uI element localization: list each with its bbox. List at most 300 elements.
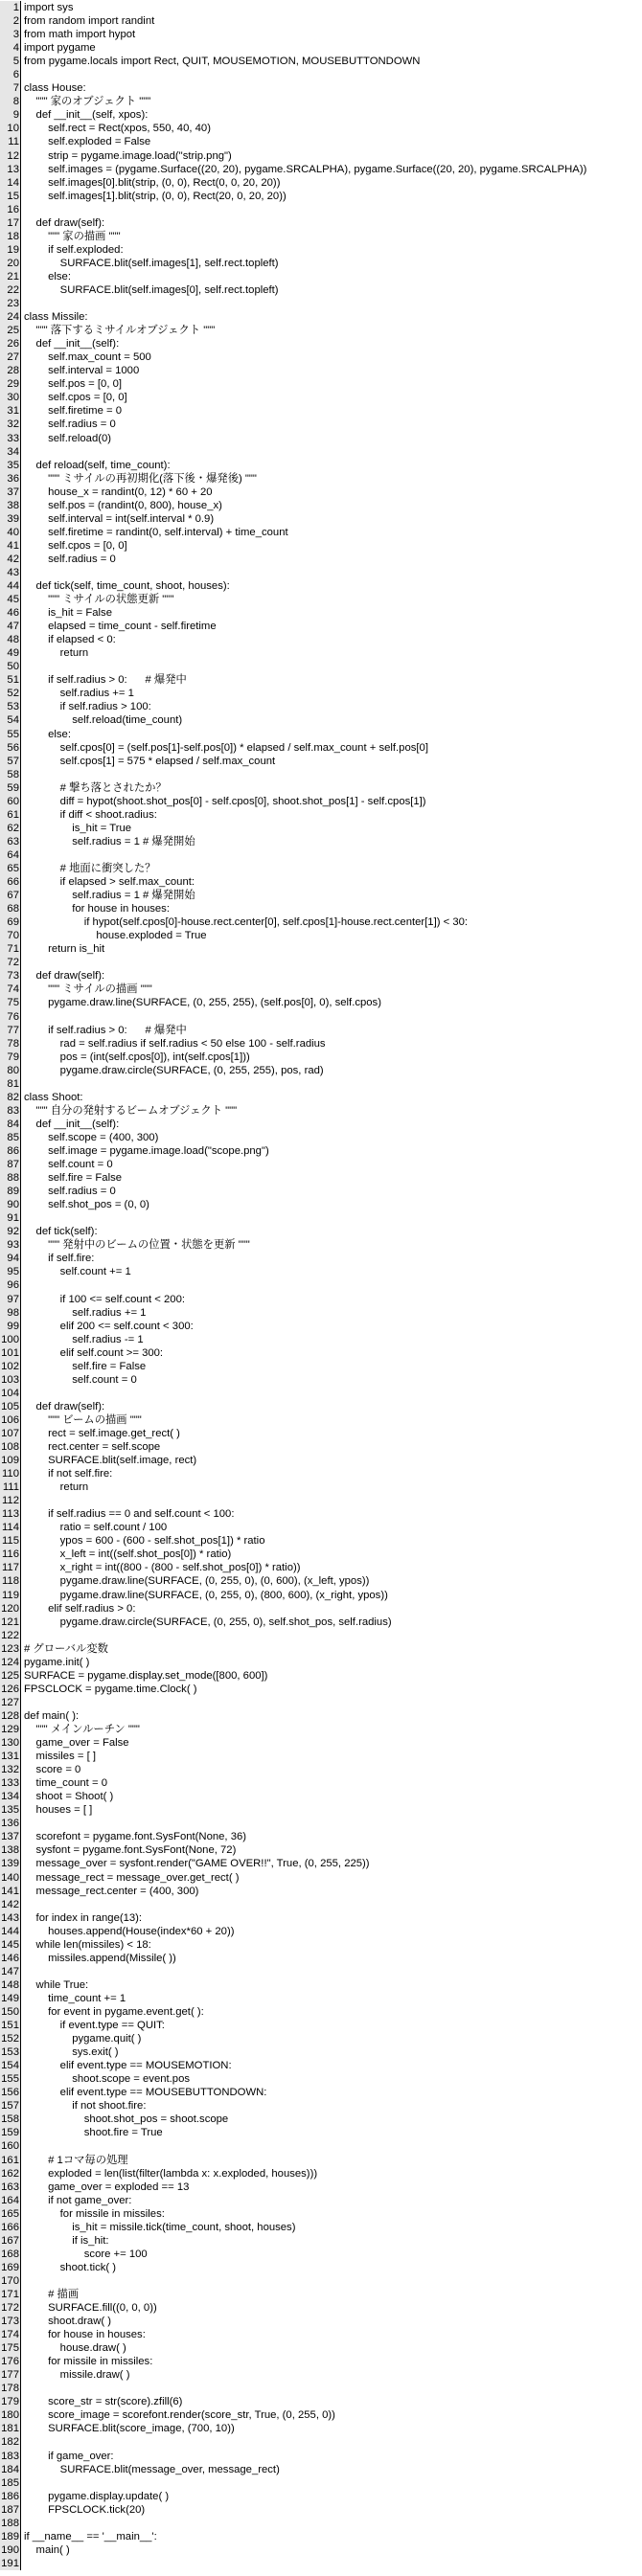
code-text: SURFACE.blit(score_image, (700, 10)) [24, 2423, 235, 2435]
line-number: 99 [0, 1320, 21, 1333]
code-line [0, 2395, 642, 2408]
line-number: 48 [0, 633, 21, 646]
line-number: 174 [1, 2329, 19, 2341]
line-number: 143 [1, 1911, 19, 1924]
line-number: 112 [1, 1495, 19, 1507]
code-line [0, 2126, 642, 2139]
code-text [21, 1965, 642, 1978]
code-text: def draw(self): [24, 216, 105, 229]
code-line [0, 1507, 642, 1521]
line-number: 165 [1, 2207, 19, 2220]
line-number: 15 [0, 190, 21, 203]
code-line [0, 230, 642, 243]
code-line [0, 1293, 642, 1306]
line-number: 8 [0, 95, 21, 108]
code-text [21, 1077, 642, 1091]
line-number: 123 [1, 1642, 19, 1655]
line-number: 172 [1, 2302, 19, 2315]
code-line [0, 81, 642, 95]
line-number: 16 [0, 203, 21, 216]
code-text: # 描画 [24, 2288, 80, 2300]
code-text: if event.type == QUIT: [24, 2020, 165, 2032]
code-line [0, 472, 642, 486]
line-number: 22 [0, 283, 21, 297]
line-number: 188 [1, 2517, 19, 2529]
code-line [0, 2099, 642, 2113]
code-text: from random import randint [24, 15, 155, 28]
line-number: 63 [0, 835, 21, 848]
line-number: 94 [0, 1252, 21, 1265]
code-text: # 1コマ毎の処理 [24, 2154, 128, 2166]
code-line [0, 1561, 642, 1574]
code-text [21, 1898, 642, 1911]
code-line [0, 579, 642, 593]
code-text: import pygame [24, 42, 96, 55]
line-number: 184 [1, 2463, 19, 2475]
line-number: 38 [0, 499, 21, 512]
line-number: 61 [0, 808, 21, 822]
code-text: game_over = False [24, 1737, 129, 1750]
line-number: 72 [0, 956, 21, 969]
code-line [0, 512, 642, 526]
line-number: 91 [0, 1211, 21, 1225]
line-number: 84 [0, 1118, 21, 1131]
code-text: elif event.type == MOUSEBUTTONDOWN: [24, 2087, 267, 2099]
code-text: def tick(self): [24, 1226, 98, 1238]
code-text: score = 0 [24, 1764, 81, 1776]
code-text: self.count = 0 [24, 1159, 113, 1171]
line-number: 53 [0, 700, 21, 713]
code-text: FPSCLOCK.tick(20) [24, 2503, 146, 2516]
code-text: elapsed = time_count - self.firetime [24, 621, 217, 633]
line-number: 73 [0, 969, 21, 983]
line-number: 170 [1, 2274, 19, 2287]
code-text: pygame.draw.circle(SURFACE, (0, 255, 0), self.shot_pos, self.radius) [24, 1616, 392, 1628]
code-text: """ 自分の発射するビームオブジェクト """ [24, 1104, 238, 1117]
code-line [0, 163, 642, 176]
code-text: self.pos = [0, 0] [24, 378, 123, 391]
code-line [0, 14, 642, 28]
code-text: class Missile: [24, 311, 88, 324]
code-text: def __init__(self, xpos): [24, 109, 149, 122]
code-text: """ 落下するミサイルオブジェクト """ [24, 325, 216, 337]
code-text: self.fire = False [24, 1360, 147, 1372]
code-text: for house in houses: [24, 2329, 146, 2341]
code-line [0, 902, 642, 915]
line-number: 136 [1, 1818, 19, 1830]
code-text: # グローバル変数 [24, 1642, 108, 1655]
line-number: 83 [0, 1104, 21, 1118]
line-number: 157 [1, 2100, 19, 2113]
line-number: 81 [0, 1077, 21, 1091]
line-number: 141 [1, 1885, 19, 1897]
line-number: 189 [1, 2530, 19, 2542]
code-line [0, 310, 642, 324]
code-text: def tick(self, time_count, shoot, houses): [24, 580, 230, 593]
code-line [0, 2274, 642, 2288]
code-text: if hypot(self.cpos[0]-house.rect.center[0], self.cpos[1]-house.rect.center[1]) < 30: [24, 916, 469, 929]
line-number: 145 [1, 1938, 19, 1951]
line-number: 41 [0, 539, 21, 553]
code-text [21, 68, 642, 81]
line-number: 29 [0, 377, 21, 391]
code-line [0, 418, 642, 431]
code-line [0, 835, 642, 848]
code-line [0, 741, 642, 755]
line-number: 77 [0, 1024, 21, 1037]
line-number: 102 [1, 1360, 19, 1372]
code-line [0, 1669, 642, 1683]
code-line [0, 915, 642, 929]
line-number: 68 [0, 902, 21, 915]
line-number: 146 [1, 1952, 19, 1964]
code-text: if elapsed < 0: [24, 634, 116, 646]
line-number: 93 [0, 1238, 21, 1252]
code-line [0, 1387, 642, 1400]
code-line [0, 2086, 642, 2099]
line-number: 119 [1, 1589, 19, 1601]
code-line [0, 983, 642, 996]
code-text: else: [24, 270, 71, 282]
code-line [0, 768, 642, 781]
line-number: 43 [0, 566, 21, 579]
line-number: 92 [0, 1225, 21, 1238]
code-text [21, 1278, 642, 1292]
code-text: self.count = 0 [24, 1373, 137, 1386]
line-number: 105 [1, 1400, 19, 1412]
line-number: 176 [1, 2356, 19, 2368]
code-line [0, 2032, 642, 2045]
code-text: def __init__(self): [24, 1118, 120, 1130]
code-text: shoot.draw( ) [24, 2316, 112, 2328]
code-line [0, 2301, 642, 2315]
code-line [0, 1709, 642, 1723]
line-number: 32 [0, 418, 21, 431]
line-number: 4 [0, 41, 21, 55]
line-number: 129 [1, 1724, 19, 1735]
code-text: is_hit = missile.tick(time_count, shoot, houses) [24, 2221, 296, 2233]
line-number: 190 [1, 2543, 19, 2556]
code-line [0, 687, 642, 700]
code-text: self.count += 1 [24, 1266, 131, 1278]
line-number: 115 [1, 1535, 19, 1548]
code-line [0, 2207, 642, 2221]
line-number: 26 [0, 337, 21, 350]
code-line [0, 364, 642, 377]
line-number: 140 [1, 1871, 19, 1884]
code-line [0, 1696, 642, 1709]
line-number: 130 [1, 1737, 19, 1750]
line-number: 19 [0, 243, 21, 257]
code-line [0, 728, 642, 741]
line-number: 96 [0, 1278, 21, 1292]
code-text: SURFACE.blit(self.images[0], self.rect.topleft) [24, 283, 279, 296]
code-text: elif event.type == MOUSEMOTION: [24, 2060, 232, 2072]
line-number: 85 [0, 1131, 21, 1144]
line-number: 104 [1, 1387, 19, 1399]
code-line [0, 1440, 642, 1454]
code-line [0, 2517, 642, 2530]
code-line [0, 2194, 642, 2207]
code-text [21, 2382, 642, 2395]
code-line [0, 486, 642, 499]
code-text: SURFACE.blit(self.image, rect) [24, 1455, 197, 1467]
code-line [0, 1602, 642, 1616]
code-text: self.images[0].blit(strip, (0, 0), Rect(0, 0, 20, 20)) [24, 176, 281, 189]
code-text: pygame.draw.line(SURFACE, (0, 255, 0), (800, 600), (x_right, ypos)) [24, 1589, 388, 1601]
code-text: sys.exit( ) [24, 2046, 119, 2059]
code-text: while len(missiles) < 18: [24, 1938, 151, 1951]
code-line [0, 755, 642, 768]
code-text: self.radius = 1 # 爆発開始 [24, 835, 195, 847]
code-text: for index in range(13): [24, 1911, 143, 1924]
code-line [0, 55, 642, 68]
code-text: """ メインルーチン """ [24, 1724, 140, 1735]
code-text [21, 1696, 642, 1709]
line-number: 159 [1, 2127, 19, 2139]
line-number: 163 [1, 2181, 19, 2193]
code-line [0, 283, 642, 297]
code-text: pygame.draw.line(SURFACE, (0, 255, 0), (0, 600), (x_left, ypos)) [24, 1575, 370, 1588]
line-number: 106 [1, 1413, 19, 1426]
code-line [0, 2408, 642, 2422]
code-text: if __name__ == '__main__': [24, 2530, 157, 2542]
line-number: 103 [1, 1373, 19, 1386]
line-number: 23 [0, 297, 21, 310]
code-text: elif self.count >= 300: [24, 1346, 164, 1359]
code-line [0, 2005, 642, 2019]
code-line [0, 1683, 642, 1696]
line-number: 45 [0, 593, 21, 606]
code-text [21, 2476, 642, 2490]
code-text: SURFACE = pygame.display.set_mode([800, 600]) [24, 1669, 268, 1682]
code-line [0, 660, 642, 673]
code-line [0, 1616, 642, 1629]
line-number: 13 [0, 163, 21, 176]
code-text: if self.radius > 100: [24, 701, 151, 713]
line-number: 155 [1, 2073, 19, 2086]
line-number: 35 [0, 459, 21, 472]
line-number: 120 [1, 1602, 19, 1615]
line-number: 1 [0, 1, 21, 14]
line-number: 79 [0, 1051, 21, 1064]
line-number: 17 [0, 216, 21, 230]
code-text: house.exploded = True [24, 930, 207, 942]
code-text: self.exploded = False [24, 136, 151, 148]
line-number: 117 [1, 1562, 19, 1574]
line-number: 128 [1, 1709, 19, 1722]
line-number: 90 [0, 1198, 21, 1211]
code-line [0, 1454, 642, 1467]
code-line [0, 1965, 642, 1978]
code-line [0, 1091, 642, 1104]
code-line [0, 28, 642, 41]
code-text: for missile in missiles: [24, 2207, 165, 2220]
code-line [0, 620, 642, 633]
code-text: scorefont = pygame.font.SysFont(None, 36) [24, 1831, 247, 1843]
code-line [0, 203, 642, 216]
code-text: missiles.append(Missile( )) [24, 1952, 176, 1964]
code-line [0, 149, 642, 163]
code-line [0, 1118, 642, 1131]
code-text: pygame.init( ) [24, 1656, 90, 1668]
code-line [0, 1, 642, 14]
code-line [0, 1427, 642, 1440]
code-text: ypos = 600 - (600 - self.shot_pos[1]) * ratio [24, 1535, 265, 1548]
code-text: self.images = (pygame.Surface((20, 20), pygame.SRCALPHA), pygame.Surface((20, 20), pygame.SRCALPHA)) [24, 163, 587, 175]
code-line [0, 432, 642, 445]
code-text: FPSCLOCK = pygame.time.Clock( ) [24, 1683, 197, 1695]
code-line [0, 1131, 642, 1144]
code-line [0, 2341, 642, 2355]
code-text: self.cpos[1] = 575 * elapsed / self.max_count [24, 755, 276, 767]
line-number: 187 [1, 2503, 19, 2516]
code-line [0, 2328, 642, 2341]
code-text: rad = self.radius if self.radius < 50 else 100 - self.radius [24, 1037, 326, 1050]
code-line [0, 1843, 642, 1857]
line-number: 2 [0, 14, 21, 28]
line-number: 109 [1, 1455, 19, 1467]
code-line [0, 1333, 642, 1346]
code-text: diff = hypot(shoot.shot_pos[0] - self.cpos[0], shoot.shot_pos[1] - self.cpos[1]) [24, 795, 426, 807]
code-line [0, 2154, 642, 2167]
code-line [0, 1373, 642, 1387]
code-line [0, 1830, 642, 1843]
line-number: 42 [0, 553, 21, 566]
line-number: 168 [1, 2248, 19, 2260]
line-number: 164 [1, 2194, 19, 2206]
code-text [21, 2435, 642, 2449]
line-number: 167 [1, 2234, 19, 2247]
code-line [0, 1871, 642, 1885]
line-number: 39 [0, 512, 21, 526]
code-text: class Shoot: [24, 1091, 83, 1103]
code-line [0, 2476, 642, 2490]
code-line [0, 1992, 642, 2005]
code-line [0, 122, 642, 135]
code-text: elif self.radius > 0: [24, 1602, 136, 1615]
code-text: """ ミサイルの描画 """ [24, 983, 152, 996]
code-line [0, 1925, 642, 1938]
code-line [0, 1211, 642, 1225]
code-text: elif 200 <= self.count < 300: [24, 1320, 194, 1332]
code-line [0, 1803, 642, 1817]
code-text: class House: [24, 82, 86, 95]
code-text: ratio = self.count / 100 [24, 1522, 168, 1534]
code-text: import sys [24, 2, 74, 13]
line-number: 47 [0, 620, 21, 633]
line-number: 166 [1, 2221, 19, 2233]
code-line [0, 1750, 642, 1763]
code-text [21, 566, 642, 579]
code-text: if game_over: [24, 2450, 114, 2462]
code-text: if self.radius > 0: # 爆発中 [24, 674, 187, 687]
code-text: main( ) [24, 2543, 70, 2556]
code-line [0, 942, 642, 956]
code-text: houses.append(House(index*60 + 20)) [24, 1925, 235, 1937]
code-text: pos = (int(self.cpos[0]), int(self.cpos[1])) [24, 1051, 250, 1063]
code-text [21, 1629, 642, 1642]
code-line [0, 350, 642, 364]
code-line [0, 459, 642, 472]
code-line [0, 1776, 642, 1790]
code-text: self.reload(time_count) [24, 714, 183, 727]
code-line [0, 2072, 642, 2086]
code-line [0, 68, 642, 81]
line-number: 107 [1, 1427, 19, 1439]
line-number: 138 [1, 1844, 19, 1857]
code-text: if 100 <= self.count < 200: [24, 1293, 185, 1305]
code-line [0, 1064, 642, 1077]
code-line [0, 95, 642, 108]
code-text: self.firetime = randint(0, self.interval) + time_count [24, 526, 288, 538]
code-line [0, 526, 642, 539]
code-text: SURFACE.fill((0, 0, 0)) [24, 2302, 157, 2315]
line-number: 9 [0, 108, 21, 122]
code-text: """ ビームの描画 """ [24, 1413, 142, 1426]
code-text: from math import hypot [24, 29, 136, 41]
code-text: x_right = int((800 - (800 - self.shot_pos[0]) * ratio)) [24, 1562, 301, 1574]
line-number: 58 [0, 768, 21, 781]
code-line [0, 1158, 642, 1171]
line-number: 36 [0, 472, 21, 486]
code-text: # 撃ち落とされたか？ [24, 781, 167, 794]
code-line [0, 1104, 642, 1118]
code-text: self.fire = False [24, 1172, 123, 1185]
code-line [0, 1467, 642, 1480]
code-text [21, 1211, 642, 1225]
code-text: pygame.quit( ) [24, 2033, 142, 2045]
code-line [0, 1629, 642, 1642]
code-text [21, 2517, 642, 2530]
code-line [0, 606, 642, 620]
code-line [0, 257, 642, 270]
code-text: def main( ): [24, 1709, 80, 1722]
line-number: 67 [0, 889, 21, 902]
code-text: """ ミサイルの再初期化(落下後・爆発後) """ [24, 472, 257, 485]
line-number: 46 [0, 606, 21, 620]
code-line [0, 499, 642, 512]
code-text [21, 956, 642, 969]
code-text: self.radius = 0 [24, 418, 116, 431]
line-number: 111 [0, 1480, 21, 1494]
code-line [0, 956, 642, 969]
line-number: 60 [0, 795, 21, 808]
code-text: """ 家の描画 """ [24, 230, 121, 242]
code-line [0, 135, 642, 148]
line-number: 62 [0, 822, 21, 835]
code-line [0, 1265, 642, 1278]
code-line [0, 646, 642, 660]
code-text: pygame.draw.circle(SURFACE, (0, 255, 255), pos, rad) [24, 1064, 324, 1076]
code-line [0, 1198, 642, 1211]
code-line [0, 1225, 642, 1238]
code-text: self.radius += 1 [24, 688, 134, 700]
code-line [0, 929, 642, 942]
line-number: 51 [0, 673, 21, 687]
code-line [0, 2181, 642, 2194]
code-line [0, 41, 642, 55]
code-line [0, 2288, 642, 2301]
code-line [0, 2045, 642, 2059]
code-text: shoot.fire = True [24, 2127, 163, 2139]
line-number: 183 [1, 2450, 19, 2462]
code-line [0, 1911, 642, 1925]
line-number: 171 [1, 2288, 19, 2300]
line-number: 149 [1, 1992, 19, 2004]
code-line [0, 2368, 642, 2382]
code-line [0, 1278, 642, 1292]
